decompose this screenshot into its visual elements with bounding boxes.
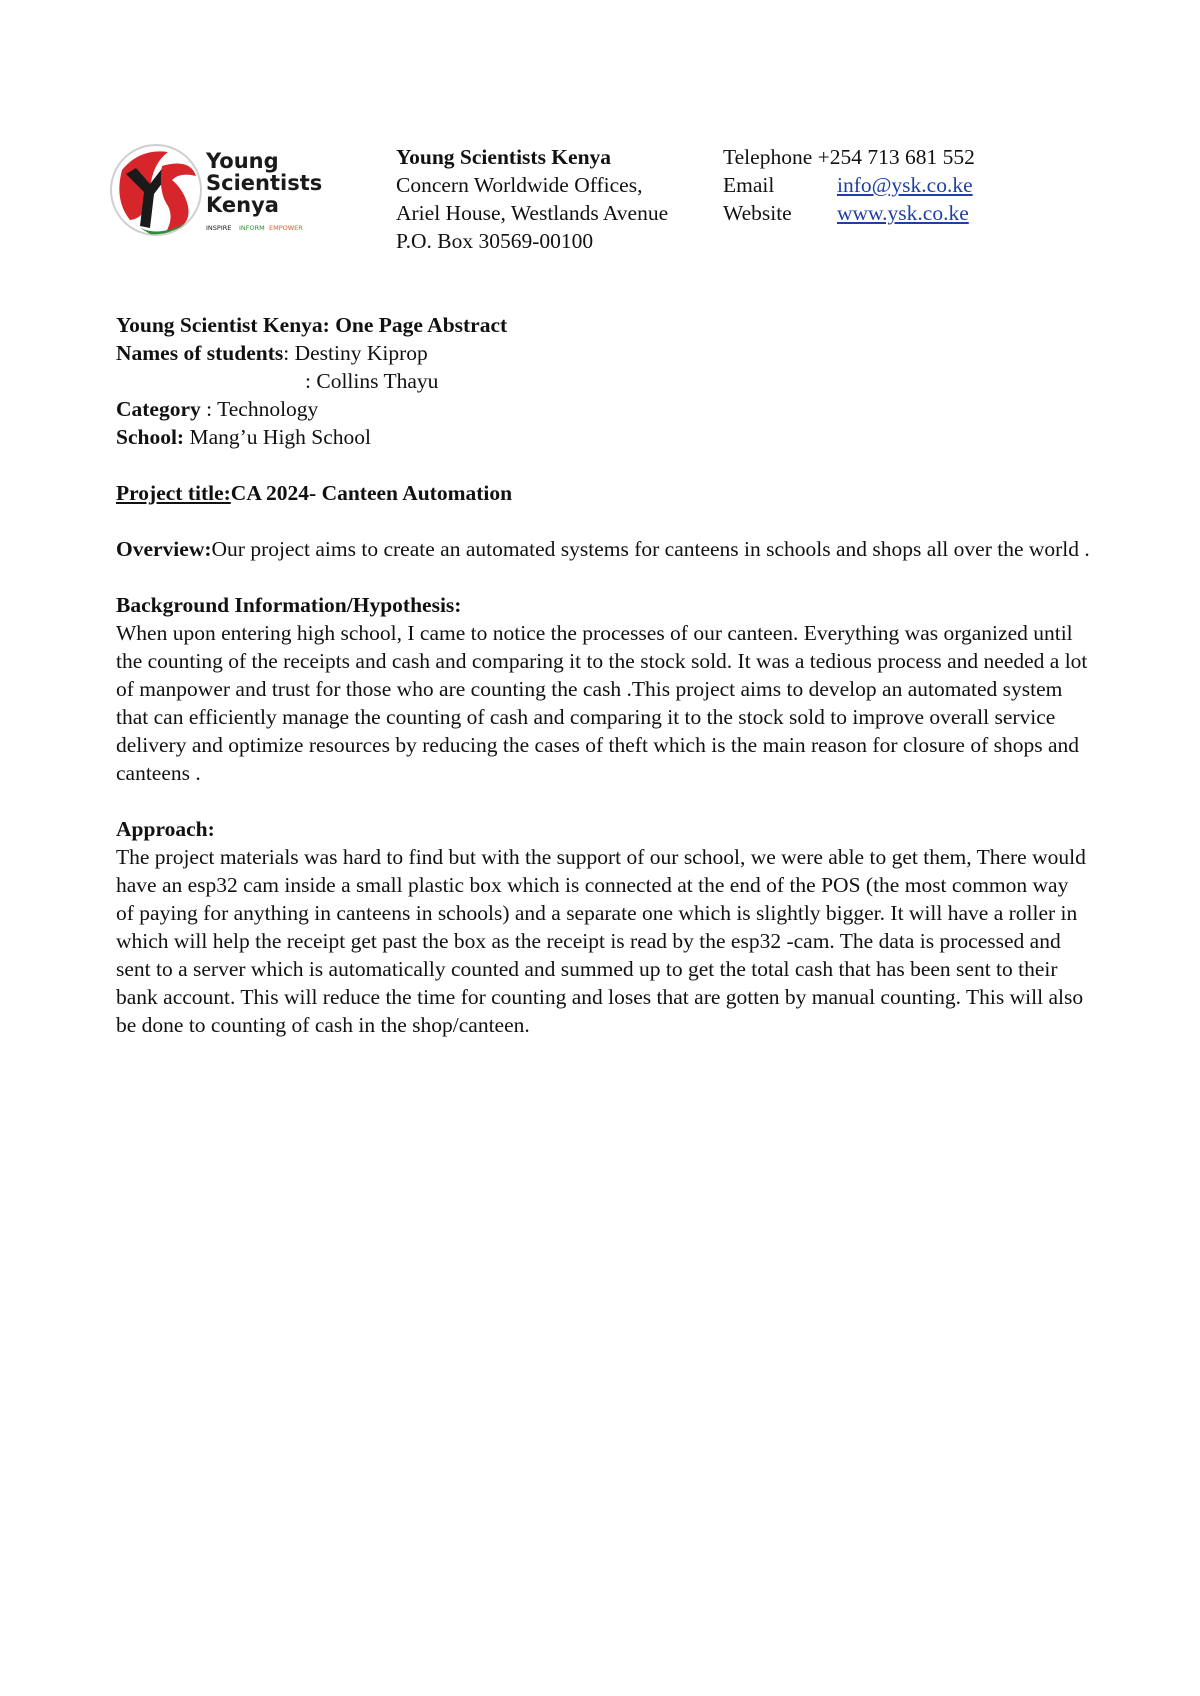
ysk-logo-graphic [110, 140, 355, 245]
contact-telephone-row [723, 143, 975, 171]
students-label: Names of students [116, 341, 284, 365]
logo-line-scientists: Scientists [206, 171, 323, 195]
overview-text: Our project aims to create an automated systems for canteens in schools and shops all over the world . [211, 537, 1090, 561]
school-line [116, 423, 1091, 451]
student-name-1: : Destiny Kiprop [283, 341, 428, 365]
logo-tag-inform: INFORM [239, 224, 265, 232]
org-address-line: Concern Worldwide Offices, [396, 173, 643, 197]
category-label: Category [116, 397, 201, 421]
org-address-block [396, 143, 668, 255]
website-label: Website [723, 201, 792, 225]
org-address-line: Ariel House, Westlands Avenue [396, 201, 669, 225]
logo-line-young: Young [206, 149, 279, 173]
project-title-line [116, 479, 1091, 507]
telephone-value: +254 713 681 552 [817, 145, 975, 169]
email-label: Email [723, 173, 775, 197]
overview-paragraph [116, 535, 1091, 563]
school-label: School: [116, 425, 185, 449]
contact-block [723, 143, 975, 227]
logo-line-kenya: Kenya [206, 193, 279, 217]
project-title-value: CA 2024- Canteen Automation [230, 481, 513, 505]
approach-text: The project materials was hard to find but with the support of our school, we were able to get them, There would have an esp32 cam inside a small plastic box which is connected at the end of the POS (the most common way of paying for anything in canteens in schools) and a separate one which is slightly bigger. It will have a roller in which will help the receipt get past the box as the receipt is read by the esp32 -cam. The data is processed and sent to a server which is automatically counted and summed up to get the total cash that has been sent to their bank account. This will reduce the time for counting and loses that are gotten by manual counting. This will also be done to counting of cash in the shop/canteen. [116, 845, 1086, 1037]
abstract-heading: Young Scientist Kenya: One Page Abstract [116, 313, 508, 337]
student-name-2: : Collins Thayu [305, 369, 439, 393]
website-link[interactable]: www.ysk.co.ke [837, 201, 969, 225]
students-line [116, 339, 1091, 367]
category-value: : Technology [200, 397, 319, 421]
contact-website-row [723, 199, 975, 227]
abstract-content [116, 311, 1091, 1039]
overview-label: Overview: [116, 537, 212, 561]
telephone-label: Telephone [723, 145, 813, 169]
org-po-box: P.O. Box 30569-00100 [396, 229, 594, 253]
category-line [116, 395, 1091, 423]
logo-tag-empower: EMPOWER [269, 224, 303, 232]
logo-tag-inspire: INSPIRE [206, 224, 232, 232]
approach-heading: Approach: [116, 817, 215, 841]
ysk-logo [110, 140, 355, 245]
email-link[interactable]: info@ysk.co.ke [837, 173, 973, 197]
school-value: Mang’u High School [184, 425, 372, 449]
contact-email-row [723, 171, 975, 199]
project-title-label: Project title: [116, 481, 231, 505]
org-name: Young Scientists Kenya [396, 145, 612, 169]
background-text: When upon entering high school, I came to notice the processes of our canteen. Everything was organized until the counting of the receipts and cash and comparing it to the stock sold. It was a tedious process and needed a lot of manpower and trust for those who are counting the cash .This project aims to develop an automated system that can efficiently manage the counting of cash and comparing it to the stock sold to improve overall service delivery and optimize resources by reducing the cases of theft which is the main reason for closure of shops and canteens . [116, 621, 1088, 785]
background-heading: Background Information/Hypothesis: [116, 593, 462, 617]
